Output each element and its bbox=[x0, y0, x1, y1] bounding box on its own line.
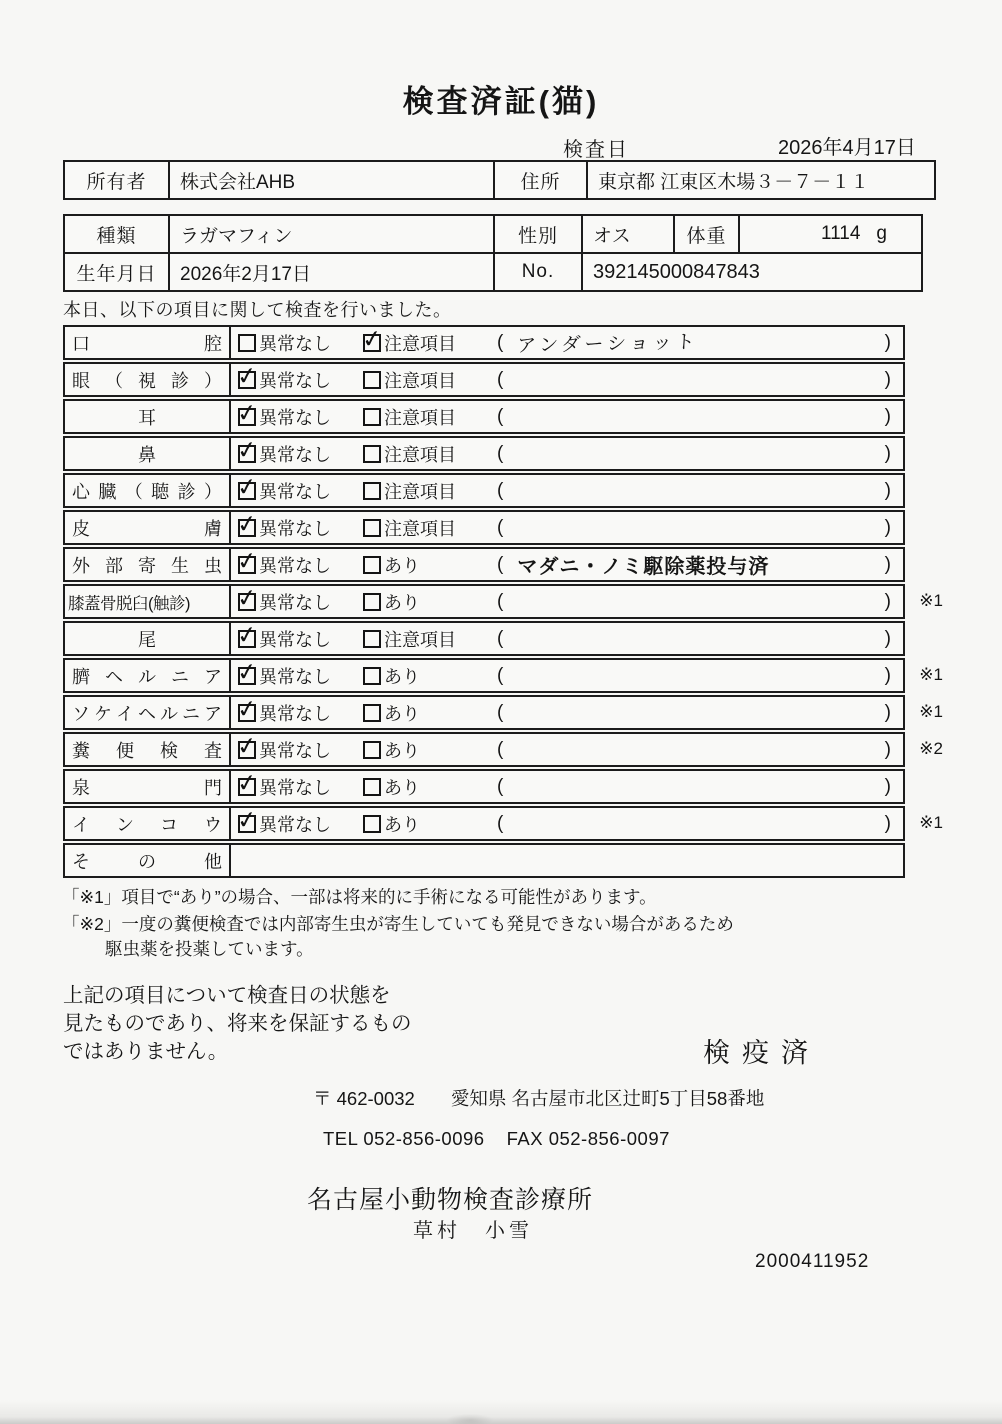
weight-value: 1114 bbox=[820, 223, 861, 244]
paren-close-glyph: ) bbox=[884, 442, 891, 464]
remarks-text: アンダーショット bbox=[516, 332, 700, 357]
footnote-ref: ※1 bbox=[919, 591, 943, 610]
checkbox-option1 bbox=[238, 741, 256, 759]
footnote-ref: ※1 bbox=[919, 702, 943, 721]
option1 bbox=[231, 404, 363, 430]
option2-label: 注意項目 bbox=[384, 629, 456, 650]
remarks-field bbox=[491, 776, 903, 798]
exam-row bbox=[63, 769, 905, 804]
sex-label: 性別 bbox=[495, 216, 583, 254]
remarks-field bbox=[491, 813, 903, 835]
clinic-name: 名古屋小動物検査診療所 bbox=[307, 1186, 594, 1214]
breed-row bbox=[65, 216, 923, 254]
footnote-ref: ※2 bbox=[919, 739, 943, 758]
option2 bbox=[363, 774, 491, 800]
exam-item-label: 皮 膚 bbox=[65, 512, 231, 543]
checkbox-option1 bbox=[238, 593, 256, 611]
exam-item-label: 臍 ヘ ル ニ ア bbox=[65, 660, 231, 691]
option2-label: あり bbox=[384, 592, 420, 613]
exam-item-label: 心 臓 （ 聴 診 ） bbox=[65, 475, 231, 506]
exam-options bbox=[231, 438, 903, 469]
exam-row bbox=[63, 695, 943, 730]
disclaimer-text bbox=[63, 982, 412, 1066]
option1-label: 異常なし bbox=[259, 407, 331, 428]
footnote-2-line1: 「※2」一度の糞便検査では内部寄生虫が寄生していても発見できない場合があるため bbox=[62, 914, 734, 934]
exam-options bbox=[231, 401, 903, 432]
exam-options bbox=[231, 771, 903, 802]
exam-options bbox=[231, 586, 903, 617]
footnote-2-line2: 駆虫薬を投薬しています。 bbox=[105, 939, 314, 959]
remarks-field bbox=[491, 369, 903, 391]
exam-item-label: 膝蓋骨脱臼(触診) bbox=[65, 586, 231, 617]
paren-close-glyph: ) bbox=[884, 479, 891, 501]
weight-label: 体重 bbox=[675, 216, 740, 254]
option2 bbox=[363, 589, 491, 615]
checkbox-option1 bbox=[238, 445, 256, 463]
option2-label: 注意項目 bbox=[384, 518, 456, 539]
paren-close-glyph: ) bbox=[884, 775, 891, 797]
option2-label: 注意項目 bbox=[384, 370, 456, 391]
exam-row bbox=[63, 325, 905, 360]
exam-date-value: 2026年4月17日 bbox=[778, 137, 916, 159]
no-value: 392145000847843 bbox=[583, 254, 923, 292]
option2 bbox=[363, 737, 491, 763]
disclaimer-line1: 上記の項目について検査日の状態を bbox=[63, 984, 391, 1007]
checkbox-option1 bbox=[238, 334, 256, 352]
option1 bbox=[231, 330, 363, 356]
exam-row bbox=[63, 843, 905, 878]
paren-close-glyph: ) bbox=[884, 590, 891, 612]
breed-label: 種類 bbox=[65, 216, 170, 254]
paren-open-glyph: ( bbox=[497, 516, 504, 538]
address-value: 東京都 江東区木場３－７－１１ bbox=[588, 162, 936, 200]
exam-row bbox=[63, 547, 905, 582]
checkbox-option2 bbox=[363, 519, 381, 537]
option2-label: あり bbox=[384, 814, 420, 835]
option2 bbox=[363, 404, 491, 430]
option2-label: あり bbox=[384, 740, 420, 761]
checkbox-option1 bbox=[238, 371, 256, 389]
page-title: 検査済証(猫) bbox=[402, 84, 600, 119]
paren-close-glyph: ) bbox=[884, 627, 891, 649]
clinic-contact-line bbox=[323, 1128, 670, 1150]
option2 bbox=[363, 478, 491, 504]
exam-options bbox=[231, 327, 903, 358]
no-label: No. bbox=[495, 254, 583, 292]
exam-row bbox=[63, 510, 905, 545]
exam-options bbox=[231, 808, 903, 839]
checkbox-option1 bbox=[238, 815, 256, 833]
exam-item-label: 糞 便 検 査 bbox=[65, 734, 231, 765]
exam-options bbox=[231, 660, 903, 691]
exam-row bbox=[63, 658, 943, 693]
option1 bbox=[231, 700, 363, 726]
option1 bbox=[231, 552, 363, 578]
paren-open-glyph: ( bbox=[497, 590, 504, 612]
remarks-field bbox=[491, 517, 903, 539]
exam-options bbox=[231, 697, 903, 728]
paren-open-glyph: ( bbox=[497, 627, 504, 649]
owner-value: 株式会社AHB bbox=[170, 162, 495, 200]
exam-item-label: イ ン コ ウ bbox=[65, 808, 231, 839]
disclaimer-line2: 見たものであり、将来を保証するもの bbox=[63, 1012, 412, 1035]
paren-close-glyph: ) bbox=[884, 405, 891, 427]
checkbox-option1 bbox=[238, 519, 256, 537]
paren-close-glyph: ) bbox=[884, 368, 891, 390]
paren-open-glyph: ( bbox=[497, 553, 504, 575]
option2 bbox=[363, 700, 491, 726]
checkbox-option1 bbox=[238, 667, 256, 685]
option1 bbox=[231, 774, 363, 800]
veterinarian-name: 草村 小雪 bbox=[413, 1220, 533, 1242]
exam-item-label: 眼 （ 視 診 ） bbox=[65, 364, 231, 395]
footnote-ref: ※1 bbox=[919, 665, 943, 684]
option1-label: 異常なし bbox=[259, 444, 331, 465]
owner-label: 所有者 bbox=[65, 162, 170, 200]
remarks-field bbox=[491, 550, 903, 579]
checkbox-option2 bbox=[363, 593, 381, 611]
intro-sentence: 本日、以下の項目に関して検査を行いました。 bbox=[63, 300, 452, 320]
exam-item-label: 泉 門 bbox=[65, 771, 231, 802]
option2 bbox=[363, 811, 491, 837]
owner-row bbox=[65, 162, 936, 200]
option2-label: あり bbox=[384, 666, 420, 687]
option1-label: 異常なし bbox=[259, 814, 331, 835]
option2-label: あり bbox=[384, 777, 420, 798]
clinic-address: 愛知県 名古屋市北区辻町5丁目58番地 bbox=[450, 1088, 765, 1109]
checkbox-option2 bbox=[363, 408, 381, 426]
remarks-field bbox=[491, 739, 903, 761]
option1 bbox=[231, 663, 363, 689]
paren-open-glyph: ( bbox=[497, 664, 504, 686]
remarks-field bbox=[491, 702, 903, 724]
option2 bbox=[363, 663, 491, 689]
checkbox-option1 bbox=[238, 556, 256, 574]
option1 bbox=[231, 626, 363, 652]
checkbox-option2 bbox=[363, 482, 381, 500]
option2-label: 注意項目 bbox=[384, 407, 456, 428]
checkbox-option2 bbox=[363, 556, 381, 574]
exam-item-label: 口 腔 bbox=[65, 327, 231, 358]
paren-open-glyph: ( bbox=[497, 738, 504, 760]
exam-item-label: ソ ケ イ ヘ ル ニ ア bbox=[65, 697, 231, 728]
option1 bbox=[231, 811, 363, 837]
paren-close-glyph: ) bbox=[884, 738, 891, 760]
exam-date-label: 検査日 bbox=[563, 139, 629, 161]
checkbox-option1 bbox=[238, 630, 256, 648]
checkbox-option2 bbox=[363, 445, 381, 463]
checkbox-option2 bbox=[363, 815, 381, 833]
clinic-tel: TEL 052-856-0096 bbox=[323, 1128, 485, 1149]
postal-code: 〒 462-0032 bbox=[313, 1088, 415, 1109]
paren-close-glyph: ) bbox=[884, 516, 891, 538]
paren-open-glyph: ( bbox=[497, 701, 504, 723]
option1-label: 異常なし bbox=[259, 740, 331, 761]
option2-label: あり bbox=[384, 703, 420, 724]
option1 bbox=[231, 441, 363, 467]
option2 bbox=[363, 330, 491, 356]
option1 bbox=[231, 367, 363, 393]
checkbox-option2 bbox=[363, 630, 381, 648]
exam-row bbox=[63, 732, 943, 767]
paren-open-glyph: ( bbox=[497, 442, 504, 464]
option2 bbox=[363, 367, 491, 393]
checkbox-option2 bbox=[363, 704, 381, 722]
exam-options bbox=[231, 475, 903, 506]
checkbox-option1 bbox=[238, 482, 256, 500]
paren-open-glyph: ( bbox=[497, 812, 504, 834]
clinic-postal-line bbox=[313, 1085, 764, 1111]
paren-close-glyph: ) bbox=[884, 812, 891, 834]
remarks-text: マダニ・ノミ駆除薬投与済 bbox=[517, 556, 770, 578]
option2 bbox=[363, 626, 491, 652]
address-label: 住所 bbox=[495, 162, 588, 200]
option1-label: 異常なし bbox=[259, 555, 331, 576]
option1-label: 異常なし bbox=[259, 333, 331, 354]
paren-open-glyph: ( bbox=[497, 331, 504, 353]
option1 bbox=[231, 478, 363, 504]
disclaimer-line3: ではありません。 bbox=[63, 1040, 229, 1063]
option1-label: 異常なし bbox=[259, 777, 331, 798]
remarks-field bbox=[491, 406, 903, 428]
paren-open-glyph: ( bbox=[497, 775, 504, 797]
remarks-field bbox=[491, 628, 903, 650]
option1 bbox=[231, 515, 363, 541]
checkbox-option1 bbox=[238, 704, 256, 722]
exam-options bbox=[231, 549, 903, 580]
checkbox-option2 bbox=[363, 371, 381, 389]
option2 bbox=[363, 441, 491, 467]
option1-label: 異常なし bbox=[259, 370, 331, 391]
exam-item-label: そ の 他 bbox=[65, 845, 231, 876]
exam-row bbox=[63, 806, 943, 841]
remarks-field bbox=[491, 665, 903, 687]
remarks-field bbox=[491, 480, 903, 502]
option1-label: 異常なし bbox=[259, 666, 331, 687]
exam-row bbox=[63, 362, 905, 397]
exam-row bbox=[63, 473, 905, 508]
option1 bbox=[231, 737, 363, 763]
weight-cell bbox=[740, 216, 923, 254]
option2-label: 注意項目 bbox=[384, 333, 456, 354]
checkbox-option1 bbox=[238, 778, 256, 796]
exam-row bbox=[63, 584, 943, 619]
paren-close-glyph: ) bbox=[884, 664, 891, 686]
exam-item-label: 外 部 寄 生 虫 bbox=[65, 549, 231, 580]
exam-row bbox=[63, 436, 905, 471]
remarks-field bbox=[491, 591, 903, 613]
option2-label: あり bbox=[384, 555, 420, 576]
checkbox-option2 bbox=[363, 778, 381, 796]
exam-table bbox=[63, 325, 943, 880]
exam-item-label: 尾 bbox=[65, 623, 231, 654]
checkbox-option2 bbox=[363, 667, 381, 685]
paren-close-glyph: ) bbox=[884, 553, 891, 575]
option1-label: 異常なし bbox=[259, 629, 331, 650]
exam-options bbox=[231, 623, 903, 654]
exam-options bbox=[231, 364, 903, 395]
exam-item-label: 耳 bbox=[65, 401, 231, 432]
option2-label: 注意項目 bbox=[384, 481, 456, 502]
footnote-ref: ※1 bbox=[919, 813, 943, 832]
quarantine-stamp: 検疫済 bbox=[703, 1038, 820, 1068]
paren-close-glyph: ) bbox=[884, 331, 891, 353]
birth-row bbox=[65, 254, 923, 292]
paren-open-glyph: ( bbox=[497, 479, 504, 501]
option1-label: 異常なし bbox=[259, 518, 331, 539]
birth-label: 生年月日 bbox=[65, 254, 170, 292]
breed-value: ラガマフィン bbox=[170, 216, 495, 254]
clinic-fax: FAX 052-856-0097 bbox=[506, 1128, 670, 1149]
option2-label: 注意項目 bbox=[384, 444, 456, 465]
option1-label: 異常なし bbox=[259, 592, 331, 613]
weight-unit: g bbox=[876, 223, 887, 244]
option1-label: 異常なし bbox=[259, 703, 331, 724]
exam-row bbox=[63, 621, 905, 656]
exam-row bbox=[63, 399, 905, 434]
exam-item-label: 鼻 bbox=[65, 438, 231, 469]
option1 bbox=[231, 589, 363, 615]
paren-close-glyph: ) bbox=[884, 701, 891, 723]
remarks-field bbox=[491, 443, 903, 465]
pet-table bbox=[63, 214, 923, 292]
sex-value: オス bbox=[583, 216, 675, 254]
option2 bbox=[363, 552, 491, 578]
checkbox-option1 bbox=[238, 408, 256, 426]
serial-number: 2000411952 bbox=[755, 1251, 870, 1272]
exam-options bbox=[231, 512, 903, 543]
option1-label: 異常なし bbox=[259, 481, 331, 502]
scan-edge-shadow bbox=[0, 1400, 1002, 1424]
owner-table bbox=[63, 160, 936, 200]
remarks-field bbox=[491, 329, 903, 356]
checkbox-option2 bbox=[363, 334, 381, 352]
birth-value: 2026年2月17日 bbox=[170, 254, 495, 292]
paren-open-glyph: ( bbox=[497, 405, 504, 427]
checkbox-option2 bbox=[363, 741, 381, 759]
footnote-1: 「※1」項目で“あり”の場合、一部は将来的に手術になる可能性があります。 bbox=[62, 887, 657, 907]
exam-options bbox=[231, 734, 903, 765]
option2 bbox=[363, 515, 491, 541]
paren-open-glyph: ( bbox=[497, 368, 504, 390]
